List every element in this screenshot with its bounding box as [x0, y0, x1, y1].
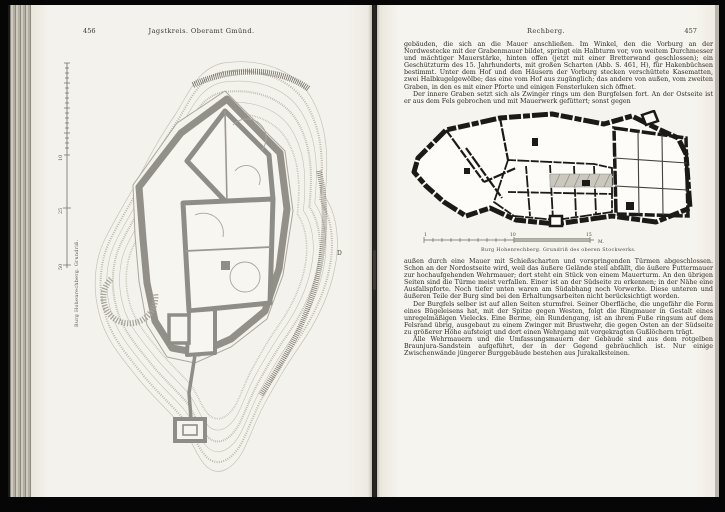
gutter-shadow-streak: [373, 250, 376, 290]
scale-label-50: 50: [58, 263, 64, 270]
floor-plan-figure: [404, 110, 707, 230]
floor-plan-scale-bar: [422, 231, 622, 246]
paragraph: Der Burgfels selber ist auf allen Seiten sturmfrei. Seiner Oberfläche, die ungefähr die Form eines Bügeleisens hat, mit der Spitze gegen Westen, folgt die Ringmauer in Gestalt eines unregelmäßigen Vielecks. Eine Berme, ein Rundengang, ist an ihrem Fuße ringsum auf dem Felsrand übrig, ausgebaut zu einem Zwinger mit Brustwehr, die gegen Osten an der Südseite zu größerer Höhe aufsteigt und dort einen Wehrgang mit vorgekragten Gußlöchern trägt.: [404, 300, 713, 336]
right-page-number: 457: [684, 27, 697, 35]
court-pier: [221, 261, 230, 270]
scale-mid-label: 10: [510, 232, 516, 238]
floor-plan-scale-wrap: [422, 231, 713, 246]
site-plan-vertical-caption: Burg Hohenrechberg. Grundriß.: [75, 239, 80, 327]
plan-letter-d: D: [337, 250, 342, 257]
floor-plan-figure-block: [404, 110, 713, 254]
left-page-edges: [8, 5, 33, 497]
scale-unit-label: M.: [598, 239, 605, 245]
paragraph: außen durch eine Mauer mit Schießscharten und vorspringenden Türmen abgeschlossen. Schon an der Nordostseite wird, weil das äußere Gelände steil abfällt, die äußere Futtermauer zur hochaufgehenden Wehrmauer; dort steht ein Stück von einem Mauerturm. An den übrigen Seiten sind die Türme meist verfallen. Einer ist an der Südseite zu erkennen; in der Nähe eine Ausfallspforte. Noch tiefer unten waren am Südabhang noch Vorwerke. Diese unteren und äußeren Teile der Burg sind bei den Erhaltungsarbeiten nicht berücksichtigt worden.: [404, 257, 713, 301]
floor-plan-hatched-strip: [550, 174, 612, 187]
scale-label-10: 10: [58, 154, 64, 161]
floor-plan-south-tower: [550, 216, 562, 226]
south-outwork: [175, 419, 205, 441]
scale-start-label: 1: [424, 232, 427, 238]
site-plan-figure: [75, 53, 371, 489]
south-gate-buildings: [169, 309, 215, 419]
scale-label-25: 25: [58, 207, 64, 214]
left-page-number: 456: [83, 27, 96, 35]
floor-plan-ne-turret: [642, 111, 658, 125]
floor-plan-caption: Burg Hohenrechberg. Grundriß des oberen Stockwerks.: [481, 246, 636, 253]
paragraph: Alle Wehrmauern und die Umfassungsmauern der Gebäude sind aus dem rotgelben Braunjura-Sandstein aufgeführt, der in der Gegend gebräuchlich ist. Nur einige Zwischenwände jüngerer Burggebäude bestehen aus Jurakalksteinen.: [404, 335, 713, 358]
paragraph: Der innere Graben setzt sich als Zwinger rings um den Burgfelsen fort. An der Ostseite ist er aus dem Fels gebrochen und mit Mauerwerk gefüttert; sonst gegen: [404, 90, 713, 105]
body-text-column: [404, 41, 713, 357]
site-plan-scale-bar: [58, 60, 76, 275]
court-building: [183, 199, 273, 311]
scale-end-label: 15: [586, 232, 592, 238]
right-page: [377, 5, 715, 497]
left-page: [31, 5, 372, 497]
right-page-edge: [715, 5, 719, 497]
paragraph: gebäuden, die sich an die Mauer anschließen. Im Winkel, den die Vorburg an der Nordwestecke mit der Grabenmauer bildet, springt ein Halbturm vor, von weitem Durchmesser und mächtiger Mauerstärke, hinten offen (jetzt mit einer Bretterwand geschlossen); ein Geschützturm des 15. Jahrhunderts, mit großen Scharten (Abb. S. 461, H), für Hakenbüchsen bestimmt. Unter dem Hof und den Häusern der Vorburg stecken verschüttete Kasematten, zwei Halbkugelgewölbe; das eine vom Hof aus zugänglich; das andere von außen, vom zweiten Graben, in den es mit einer Pforte und einigen Fensterluken sich öffnet.: [404, 41, 713, 91]
left-running-header: Jagstkreis. Oberamt Gmünd.: [148, 27, 255, 35]
right-running-header: Rechberg.: [527, 27, 565, 35]
